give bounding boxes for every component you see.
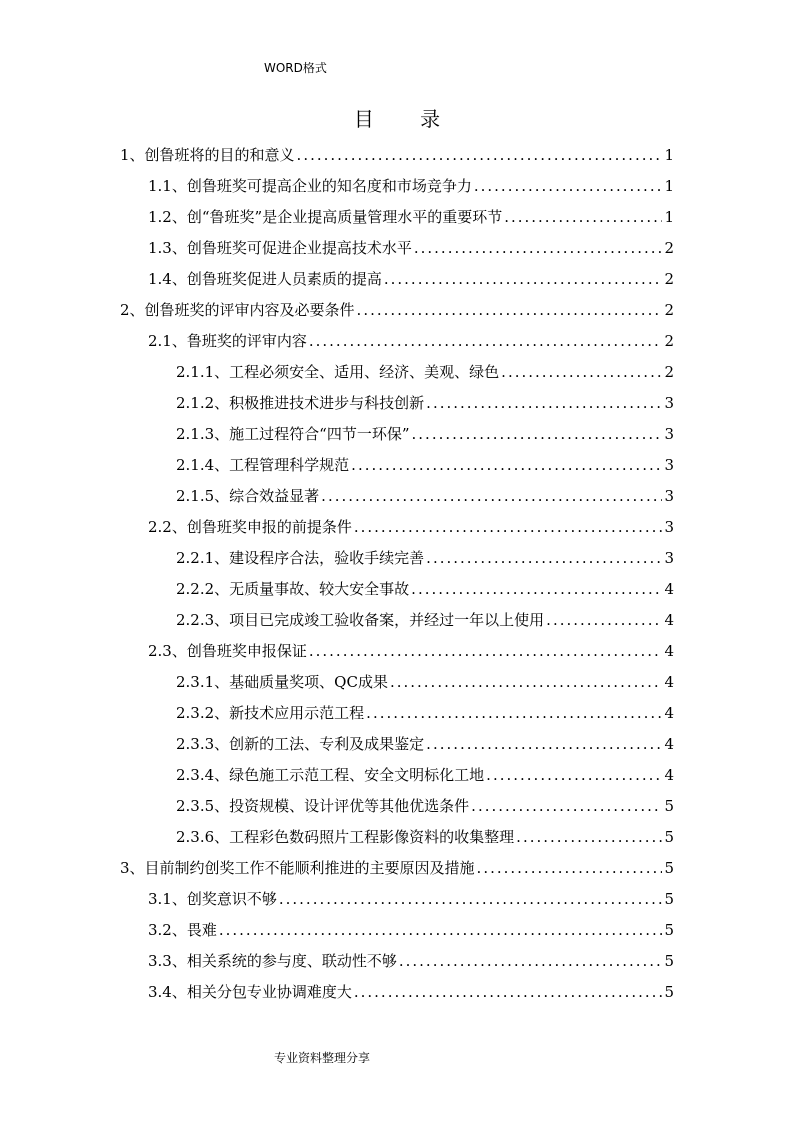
toc-entry-label: 2.2.1、建设程序合法，验收手续完善 — [176, 549, 425, 567]
toc-entry-page-number: 4 — [664, 642, 674, 660]
toc-leader-dots — [426, 729, 662, 759]
toc-entry[interactable] — [148, 264, 674, 294]
toc-leader-dots — [366, 698, 662, 728]
toc-leader-dots — [399, 946, 663, 976]
toc-leader-dots — [297, 140, 663, 170]
toc-entry-page-number: 3 — [664, 456, 674, 474]
toc-leader-dots — [486, 760, 662, 790]
toc-entry-label: 2.1.4、工程管理科学规范 — [176, 456, 350, 474]
toc-entry-label: 2.3.1、基础质量奖项、QC成果 — [176, 673, 388, 691]
toc-entry[interactable] — [176, 357, 674, 387]
toc-entry-label: 1.2、创“鲁班奖”是企业提高质量管理水平的重要环节 — [148, 208, 503, 226]
toc-entry-page-number: 4 — [664, 766, 674, 784]
toc-entry-page-number: 5 — [664, 952, 674, 970]
toc-leader-dots — [321, 481, 662, 511]
toc-entry[interactable] — [176, 419, 674, 449]
toc-entry[interactable] — [120, 853, 674, 883]
toc-entry[interactable] — [120, 295, 674, 325]
toc-entry-page-number: 4 — [664, 611, 674, 629]
toc-entry-label: 2.3.5、投资规模、设计评优等其他优选条件 — [176, 797, 470, 815]
toc-entry[interactable] — [148, 884, 674, 914]
toc-entry-label: 2.1、鲁班奖的评审内容 — [148, 332, 307, 350]
toc-entry[interactable] — [176, 822, 674, 852]
toc-leader-dots — [412, 419, 663, 449]
toc-entry-label: 1.1、创鲁班奖可提高企业的知名度和市场竞争力 — [148, 177, 472, 195]
toc-leader-dots — [390, 667, 663, 697]
toc-entry-page-number: 2 — [664, 332, 674, 350]
toc-leader-dots — [354, 977, 663, 1007]
toc-leader-dots — [471, 791, 662, 821]
toc-title: 目 录 — [353, 107, 461, 131]
toc-leader-dots — [309, 636, 663, 666]
toc-entry-page-number: 3 — [664, 425, 674, 443]
toc-entry-page-number: 5 — [664, 983, 674, 1001]
toc-entry-page-number: 4 — [664, 704, 674, 722]
toc-entry[interactable] — [176, 667, 674, 697]
toc-entry-label: 2、创鲁班奖的评审内容及必要条件 — [120, 301, 355, 319]
toc-entry-label: 1.3、创鲁班奖可促进企业提高技术水平 — [148, 239, 412, 257]
toc-leader-dots — [414, 233, 663, 263]
toc-entry[interactable] — [176, 791, 674, 821]
toc-entry[interactable] — [148, 915, 674, 945]
toc-leader-dots — [426, 388, 662, 418]
toc-leader-dots — [501, 357, 662, 387]
toc-leader-dots — [357, 295, 663, 325]
toc-entry-page-number: 5 — [664, 797, 674, 815]
toc-entry-label: 3.1、创奖意识不够 — [148, 890, 277, 908]
toc-entry[interactable] — [176, 698, 674, 728]
toc-entry-label: 2.3、创鲁班奖申报保证 — [148, 642, 307, 660]
toc-entry-page-number: 5 — [664, 859, 674, 877]
toc-entry[interactable] — [148, 326, 674, 356]
toc-leader-dots — [384, 264, 663, 294]
toc-entry[interactable] — [148, 512, 674, 542]
toc-entry[interactable] — [176, 605, 674, 635]
toc-entry-label: 2.3.2、新技术应用示范工程 — [176, 704, 365, 722]
toc-entry-page-number: 3 — [664, 549, 674, 567]
toc-entry-label: 2.1.5、综合效益显著 — [176, 487, 320, 505]
toc-entry[interactable] — [176, 543, 674, 573]
toc-entry-page-number: 1 — [664, 208, 674, 226]
toc-entry-label: 2.3.3、创新的工法、专利及成果鉴定 — [176, 735, 425, 753]
toc-entry-label: 2.3.6、工程彩色数码照片工程影像资料的收集整理 — [176, 828, 515, 846]
toc-entry-label: 1、创鲁班将的目的和意义 — [120, 146, 295, 164]
toc-entry-page-number: 4 — [664, 673, 674, 691]
toc-entry-page-number: 4 — [664, 580, 674, 598]
toc-entry-label: 1.4、创鲁班奖促进人员素质的提高 — [148, 270, 382, 288]
toc-entry-page-number: 2 — [664, 301, 674, 319]
toc-entry[interactable] — [148, 202, 674, 232]
toc-leader-dots — [411, 574, 662, 604]
toc-entry-label: 2.1.1、工程必须安全、适用、经济、美观、绿色 — [176, 363, 500, 381]
toc-entry[interactable] — [176, 729, 674, 759]
toc-leader-dots — [477, 853, 663, 883]
page-header: WORD格式 — [264, 61, 327, 75]
toc-entry-label: 2.1.2、积极推进技术进步与科技创新 — [176, 394, 425, 412]
toc-entry[interactable] — [120, 140, 674, 170]
toc-entry-page-number: 2 — [664, 239, 674, 257]
toc-entry-label: 2.2.2、无质量事故、较大安全事故 — [176, 580, 410, 598]
toc-entry[interactable] — [176, 388, 674, 418]
toc-entry-page-number: 1 — [664, 146, 674, 164]
toc-entry[interactable] — [176, 450, 674, 480]
toc-entry-label: 2.2、创鲁班奖申报的前提条件 — [148, 518, 352, 536]
toc-entry-label: 2.1.3、施工过程符合“四节一环保” — [176, 425, 410, 443]
toc-entry-page-number: 5 — [664, 890, 674, 908]
toc-leader-dots — [546, 605, 662, 635]
toc-entry-page-number: 2 — [664, 363, 674, 381]
toc-leader-dots — [474, 171, 663, 201]
page-footer: 专业资料整理分享 — [274, 1051, 371, 1065]
toc-entry[interactable] — [148, 946, 674, 976]
toc-entry-page-number: 4 — [664, 735, 674, 753]
toc-entry-page-number: 3 — [664, 487, 674, 505]
toc-leader-dots — [516, 822, 662, 852]
toc-entry-page-number: 3 — [664, 394, 674, 412]
toc-entry-page-number: 2 — [664, 270, 674, 288]
toc-entry-label: 2.3.4、绿色施工示范工程、安全文明标化工地 — [176, 766, 485, 784]
toc-entry-label: 3、目前制约创奖工作不能顺利推进的主要原因及措施 — [120, 859, 475, 877]
toc-entry-page-number: 5 — [664, 921, 674, 939]
toc-entry-page-number: 1 — [664, 177, 674, 195]
toc-leader-dots — [351, 450, 662, 480]
toc-entry[interactable] — [176, 574, 674, 604]
toc-leader-dots — [279, 884, 663, 914]
toc-leader-dots — [309, 326, 663, 356]
toc-entry-page-number: 3 — [664, 518, 674, 536]
toc-entry[interactable] — [148, 233, 674, 263]
toc-entry[interactable] — [176, 760, 674, 790]
toc-entry[interactable] — [148, 977, 674, 1007]
toc-entry-label: 3.3、相关系统的参与度、联动性不够 — [148, 952, 397, 970]
toc-leader-dots — [219, 915, 663, 945]
toc-entry-label: 2.2.3、项目已完成竣工验收备案，并经过一年以上使用 — [176, 611, 545, 629]
toc-leader-dots — [504, 202, 662, 232]
toc-entry[interactable] — [148, 171, 674, 201]
toc-entry-page-number: 5 — [664, 828, 674, 846]
toc-leader-dots — [426, 543, 662, 573]
toc-entry[interactable] — [176, 481, 674, 511]
toc-entry-label: 3.4、相关分包专业协调难度大 — [148, 983, 352, 1001]
toc-entry-label: 3.2、畏难 — [148, 921, 217, 939]
toc-entry[interactable] — [148, 636, 674, 666]
toc-leader-dots — [354, 512, 663, 542]
